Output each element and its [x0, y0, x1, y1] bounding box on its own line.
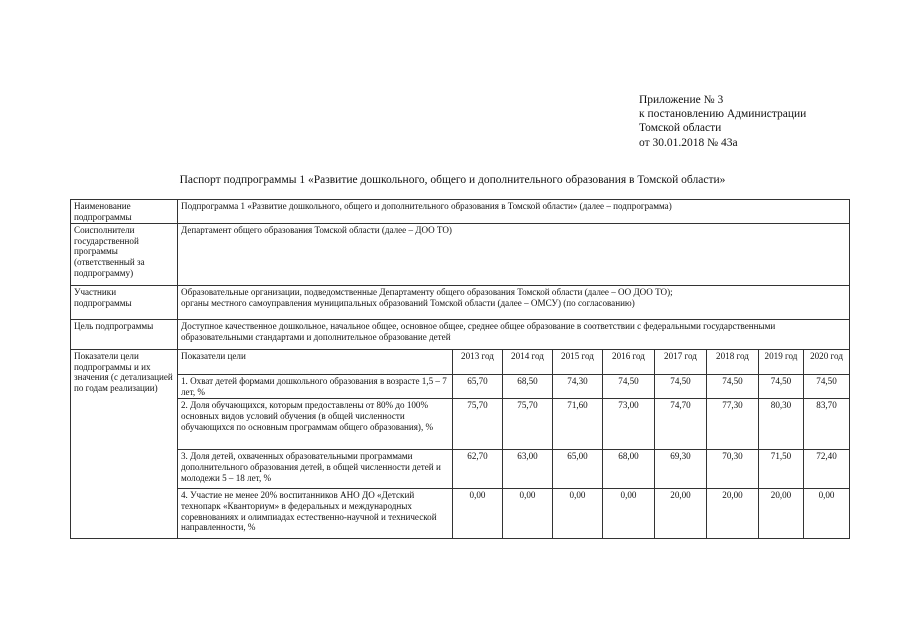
appendix-date: от 30.01.2018 № 43а — [639, 136, 738, 149]
indicator-value: 71,50 — [759, 450, 804, 489]
participants-line-2: органы местного самоуправления муниципальных образований Томской области (далее – ОМСУ) (по согласованию) — [181, 297, 635, 308]
year-header: 2017 год — [655, 350, 707, 375]
indicator-value: 0,00 — [553, 489, 603, 539]
year-header: 2015 год — [553, 350, 603, 375]
row-goal — [71, 320, 850, 350]
indicator-value: 74,70 — [655, 399, 707, 450]
indicator-value: 71,60 — [553, 399, 603, 450]
indicator-name: 4. Участие не менее 20% воспитанников АНО ДО «Детский технопарк «Кванториум» в федеральных и международных соревнованиях и олимпиадах естественно-научной и технической направленности, % — [178, 489, 453, 539]
indicator-name: 3. Доля детей, охваченных образовательными программами дополнительного образования детей, в общей численности детей и молодежи 5 – 18 лет, % — [178, 450, 453, 489]
indicator-value: 0,00 — [453, 489, 503, 539]
indicator-value: 0,00 — [503, 489, 553, 539]
indicator-value: 68,00 — [603, 450, 655, 489]
indicator-value: 0,00 — [603, 489, 655, 539]
indicator-value: 74,50 — [759, 375, 804, 399]
indicator-value: 20,00 — [655, 489, 707, 539]
indicator-value: 70,30 — [707, 450, 759, 489]
appendix-number: Приложение № 3 — [639, 94, 724, 106]
indicator-value: 77,30 — [707, 399, 759, 450]
appendix-region: Томской области — [639, 122, 722, 135]
row-name — [71, 200, 850, 224]
participants-line-1: Образовательные организации, подведомственные Департаменту общего образования Томской области (далее – ОО ДОО ТО); — [181, 287, 673, 298]
passport-table — [70, 199, 850, 539]
indicator-value: 74,50 — [655, 375, 707, 399]
indicator-value: 72,40 — [804, 450, 850, 489]
label-participants: Участники подпрограммы — [71, 286, 178, 320]
row-coexec — [71, 224, 850, 286]
appendix-block — [639, 93, 889, 150]
value-coexec: Департамент общего образования Томской области (далее – ДОО ТО) — [178, 224, 850, 286]
indicator-value: 74,50 — [603, 375, 655, 399]
appendix-resolution: к постановлению Администрации — [639, 108, 807, 121]
label-goal: Цель подпрограммы — [71, 320, 178, 350]
indicator-value: 73,00 — [603, 399, 655, 450]
year-header: 2018 год — [707, 350, 759, 375]
table-row — [71, 489, 850, 539]
table-row — [71, 375, 850, 399]
value-goal: Доступное качественное дошкольное, начальное общее, основное общее, среднее общее образование в соответствии с федеральными государственными образовательными стандартами и дополнительное образование детей — [178, 320, 850, 350]
label-coexec: Соисполнители государственной программы (ответственный за подпрограмму) — [71, 224, 178, 286]
table-row — [71, 399, 850, 450]
indicator-value: 83,70 — [804, 399, 850, 450]
year-header: 2014 год — [503, 350, 553, 375]
indicator-value: 62,70 — [453, 450, 503, 489]
indicator-value: 63,00 — [503, 450, 553, 489]
indicator-value: 69,30 — [655, 450, 707, 489]
indicator-value: 65,00 — [553, 450, 603, 489]
indicator-value: 0,00 — [804, 489, 850, 539]
indicator-name: 1. Охват детей формами дошкольного образования в возрасте 1,5 – 7 лет, % — [178, 375, 453, 399]
indicator-value: 65,70 — [453, 375, 503, 399]
year-header: 2016 год — [603, 350, 655, 375]
year-header: 2019 год — [759, 350, 804, 375]
row-participants — [71, 286, 850, 320]
table-row — [71, 450, 850, 489]
indicator-value: 74,50 — [707, 375, 759, 399]
indicator-value: 75,70 — [503, 399, 553, 450]
indicator-value: 80,30 — [759, 399, 804, 450]
value-name: Подпрограмма 1 «Развитие дошкольного, общего и дополнительного образования в Томской области» (далее – подпрограмма) — [178, 200, 850, 224]
indicator-value: 74,30 — [553, 375, 603, 399]
indicator-value: 20,00 — [707, 489, 759, 539]
label-indicators: Показатели цели подпрограммы и их значения (с детализацией по годам реализации) — [71, 350, 178, 539]
indicator-value: 68,50 — [503, 375, 553, 399]
year-header: 2020 год — [804, 350, 850, 375]
indicator-value: 20,00 — [759, 489, 804, 539]
document-title: Паспорт подпрограммы 1 «Развитие дошкольного, общего и дополнительного образования в Томской области» — [179, 174, 726, 186]
indicator-value: 75,70 — [453, 399, 503, 450]
indicator-name: 2. Доля обучающихся, которым предоставлены от 80% до 100% основных видов условий обучения (в общей численности обучающихся по основным программам общего образования), % — [178, 399, 453, 450]
row-indicators-header — [71, 350, 850, 375]
indicator-value: 74,50 — [804, 375, 850, 399]
indicators-header: Показатели цели — [178, 350, 453, 375]
label-name: Наименование подпрограммы — [71, 200, 178, 224]
year-header: 2013 год — [453, 350, 503, 375]
value-participants — [178, 286, 850, 320]
